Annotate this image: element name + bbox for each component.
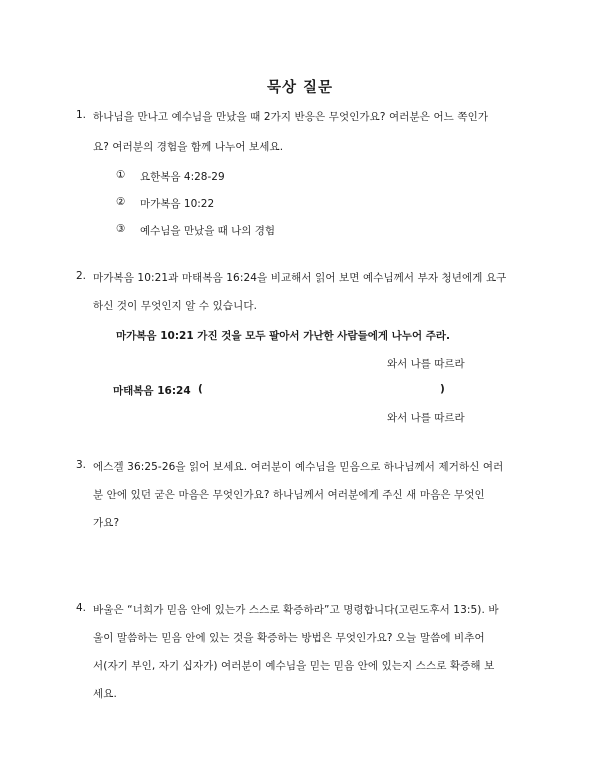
question-text-line: 에스겔 36:25-26을 읽어 보세요. 여러분이 예수님을 믿음으로 하나님께서 제거하신 여러 <box>93 461 504 473</box>
item-text: 예수님을 만났을 때 나의 경험 <box>140 225 276 237</box>
item-marker: ② <box>116 196 126 208</box>
page-title: 묵상 질문 <box>266 80 334 96</box>
item-marker: ③ <box>116 223 126 235</box>
matthew-label: 마태복음 16:24 <box>113 385 191 397</box>
question-text-line: 하신 것이 무엇인지 알 수 있습니다. <box>93 300 258 312</box>
question-number: 4. <box>76 602 87 614</box>
question-text-line: 하나님을 만나고 예수님을 만났을 때 2가지 반응은 무엇인가요? 여러분은 어느 쪽인가 <box>93 111 489 123</box>
question-text-line: 세요. <box>93 688 117 700</box>
question-text-line: 분 안에 있던 굳은 마음은 무엇인가요? 하나님께서 여러분에게 주신 새 마음은 무엇인 <box>93 489 485 501</box>
item-marker: ① <box>116 169 126 181</box>
question-number: 1. <box>76 109 87 121</box>
item-text: 요한복음 4:28-29 <box>140 171 225 183</box>
question-text-line: 서(자기 부인, 자기 십자가) 여러분이 예수님을 믿는 믿음 안에 있는지 스스로 확증해 보 <box>93 660 495 672</box>
question-text-line: 바울은 “너희가 믿음 안에 있는가 스스로 확증하라”고 명령합니다(고린도후서 13:5). 바 <box>93 604 499 616</box>
question-number: 2. <box>76 270 87 282</box>
follow-me-text: 와서 나를 따르라 <box>387 358 465 370</box>
question-text-line: 요? 여러분의 경험을 함께 나누어 보세요. <box>93 141 284 153</box>
question-text-line: 울이 말씀하는 믿음 안에 있는 것을 확증하는 방법은 무엇인가요? 오늘 말씀에 비추어 <box>93 632 485 644</box>
follow-me-text: 와서 나를 따르라 <box>387 412 465 424</box>
question-number: 3. <box>76 459 87 471</box>
item-text: 마가복음 10:22 <box>140 198 215 210</box>
question-text-line: 가요? <box>93 517 120 529</box>
open-paren: ( <box>198 383 203 395</box>
mark-verse-line: 마가복음 10:21 가진 것을 모두 팔아서 가난한 사람들에게 나누어 주라. <box>116 330 451 342</box>
close-paren: ) <box>440 383 445 395</box>
question-text-line: 마가복음 10:21과 마태복음 16:24을 비교해서 읽어 보면 예수님께서 부자 청년에게 요구 <box>93 272 507 284</box>
